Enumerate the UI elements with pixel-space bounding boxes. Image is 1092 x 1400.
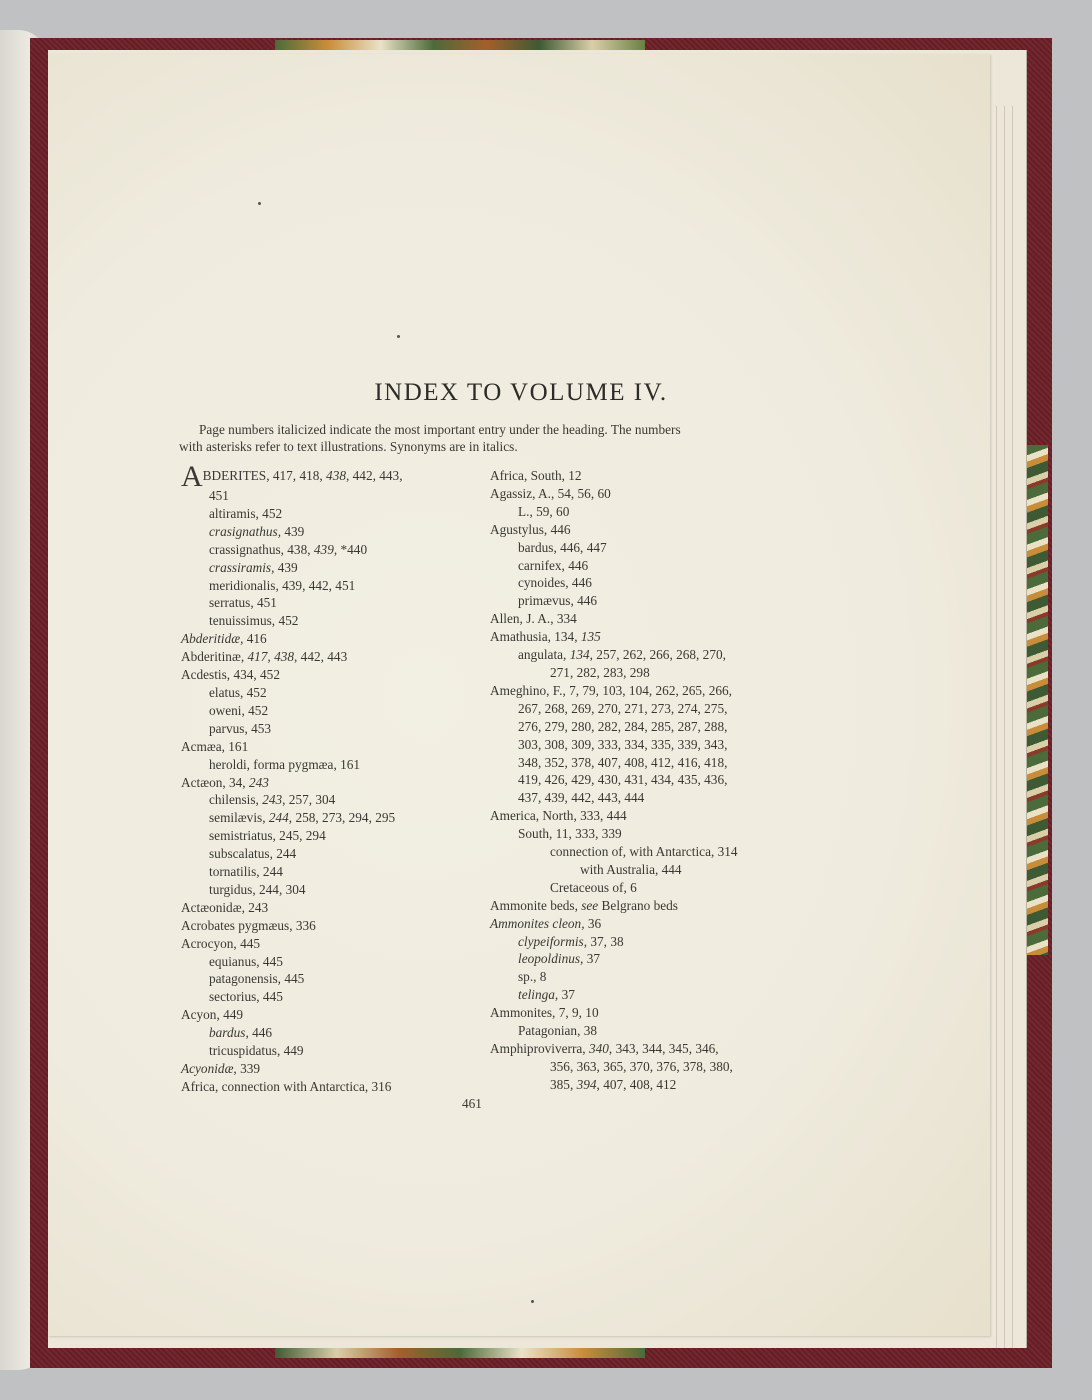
index-entry: [181, 666, 481, 684]
index-entry: [490, 1076, 780, 1094]
entry-text: altiramis, 452: [209, 505, 283, 521]
entry-text: sp., 8: [518, 969, 547, 985]
entry-text: 419, 426, 429, 430, 431, 434, 435, 436,: [518, 772, 728, 788]
entry-text: Acyon, 449: [181, 1007, 244, 1023]
entry-text: meridionalis, 439, 442, 451: [209, 577, 356, 593]
entry-text: parvus, 453: [209, 720, 272, 736]
entry-text: crassiramis,: [209, 559, 275, 575]
index-entry: [181, 1042, 481, 1060]
entry-text-after: , 442, 443: [294, 649, 348, 665]
index-entry: [490, 915, 780, 933]
index-entry: [490, 897, 780, 915]
entry-italic-page: 394: [576, 1076, 597, 1092]
index-column-right: [490, 467, 780, 1094]
entry-text: BDERITES, 417, 418,: [202, 468, 327, 483]
entry-text: South, 11, 333, 339: [518, 826, 622, 842]
index-entry: [490, 574, 780, 592]
page-number: 461: [462, 1096, 482, 1111]
entry-text-after: 37: [583, 951, 600, 967]
entry-text: angulata,: [518, 647, 570, 663]
entry-text-after: , *440: [333, 541, 368, 557]
entry-text: Allen, J. A., 334: [490, 611, 577, 627]
entry-italic-page: 417, 438: [247, 649, 295, 665]
index-entry: [181, 917, 481, 935]
marbled-endpaper-right: [1026, 445, 1048, 955]
entry-text: bardus,: [209, 1025, 249, 1041]
entry-text: Ammonite beds,: [490, 897, 582, 913]
index-intro: [179, 421, 769, 455]
entry-text-after: 416: [243, 631, 267, 647]
index-entry: [490, 1040, 780, 1058]
entry-italic-page: 438: [326, 468, 346, 483]
index-entry: [490, 843, 780, 861]
entry-text-after: 36: [584, 915, 602, 931]
entry-text: subscalatus, 244: [209, 846, 297, 862]
entry-text-after: , 442, 443,: [346, 468, 403, 483]
index-entry: [181, 1024, 481, 1042]
entry-text: Abderitinæ,: [181, 649, 248, 665]
entry-text: clypeiformis,: [518, 933, 588, 949]
entry-text: semilævis,: [209, 810, 269, 826]
index-entry: [181, 738, 481, 756]
entry-text: Actæonidæ, 243: [181, 899, 269, 915]
entry-text: semistriatus, 245, 294: [209, 828, 326, 844]
index-entry: [490, 771, 780, 789]
entry-text: sectorius, 445: [209, 989, 283, 1005]
index-entry: [181, 594, 481, 612]
index-entry: [181, 648, 481, 666]
index-entry: [181, 809, 481, 827]
index-entry: [490, 485, 780, 503]
entry-text: tenuissimus, 452: [209, 613, 299, 629]
index-entry: [181, 720, 481, 738]
index-entry: [181, 684, 481, 702]
entry-text: equianus, 445: [209, 953, 283, 969]
entry-text: leopoldinus,: [518, 951, 584, 967]
index-entry: [181, 827, 481, 845]
entry-italic-page: 135: [580, 629, 601, 645]
index-entry: [181, 1060, 481, 1078]
entry-text: Africa, connection with Antarctica, 316: [181, 1078, 392, 1094]
index-entry: [490, 825, 780, 843]
index-entry: [490, 879, 780, 897]
index-entry: [490, 700, 780, 718]
entry-text: Acdestis, 434, 452: [181, 667, 280, 683]
entry-text-after: , 258, 273, 294, 295: [288, 810, 396, 826]
entry-text: cynoides, 446: [518, 575, 592, 591]
intro-line-1: Page numbers italicized indicate the most important entry under the heading. The numbers: [199, 422, 681, 437]
index-entry: [181, 1006, 481, 1024]
paper-speck: [531, 1300, 534, 1303]
index-entry: [490, 557, 780, 575]
entry-text: with Australia, 444: [580, 861, 682, 877]
marbled-endpaper-top: [275, 40, 645, 50]
index-entry: [490, 682, 780, 700]
entry-text: connection of, with Antarctica, 314: [550, 844, 738, 860]
index-entry: [181, 523, 481, 541]
entry-text: 437, 439, 442, 443, 444: [518, 790, 645, 806]
index-entry: [181, 935, 481, 953]
index-entry: [181, 612, 481, 630]
entry-text: crasignathus,: [209, 523, 282, 539]
entry-text-after: 439: [281, 523, 305, 539]
entry-text: 267, 268, 269, 270, 271, 273, 274, 275,: [518, 700, 728, 716]
entry-text-after: 339: [236, 1061, 261, 1076]
index-entry: [181, 881, 481, 899]
index-entry: [181, 756, 481, 774]
entry-text: 303, 308, 309, 333, 334, 335, 339, 343,: [518, 736, 728, 752]
entry-text: 276, 279, 280, 282, 284, 285, 287, 288,: [518, 718, 728, 734]
entry-italic-page: 340: [588, 1041, 609, 1056]
index-entry: [490, 986, 780, 1004]
index-entry: [181, 460, 481, 493]
entry-text: Patagonian, 38: [518, 1023, 598, 1039]
index-entry: [181, 845, 481, 863]
entry-text: Ammonites, 7, 9, 10: [490, 1005, 599, 1021]
entry-text: 451: [209, 488, 229, 503]
index-entry: [490, 1058, 780, 1076]
page-title: INDEX TO VOLUME IV.: [374, 379, 668, 406]
index-entry: [181, 863, 481, 881]
entry-text: crassignathus, 438,: [209, 541, 314, 557]
drop-cap: A: [181, 460, 203, 493]
index-entry: [490, 861, 780, 879]
entry-text: Acrocyon, 445: [181, 935, 261, 951]
index-entry: [490, 736, 780, 754]
index-entry: [490, 789, 780, 807]
index-entry: [490, 754, 780, 772]
entry-text-after: 446: [248, 1025, 273, 1041]
index-entry: [181, 774, 481, 792]
index-entry: [181, 487, 481, 505]
entry-text-after: , 343, 344, 345, 346,: [608, 1041, 719, 1056]
entry-text: Ammonites cleon,: [490, 915, 585, 931]
index-column-left: [181, 460, 481, 1096]
entry-italic-page: 243: [248, 774, 269, 790]
index-entry: [181, 953, 481, 971]
index-entry: [181, 577, 481, 595]
paper-speck: [397, 335, 400, 338]
index-entry: [490, 664, 780, 682]
entry-text: primævus, 446: [518, 593, 598, 609]
entry-text: America, North, 333, 444: [490, 808, 627, 824]
entry-text: Acrobates pygmæus, 336: [181, 917, 316, 933]
index-entry: [181, 630, 481, 648]
index-entry: [490, 610, 780, 628]
index-entry: [490, 539, 780, 557]
index-entry: [181, 559, 481, 577]
index-entry: [490, 1004, 780, 1022]
entry-text: heroldi, forma pygmæa, 161: [209, 756, 361, 772]
entry-italic-page: 439: [313, 541, 334, 557]
index-entry: [181, 791, 481, 809]
entry-text: 385,: [550, 1076, 577, 1092]
entry-text-after: , 407, 408, 412: [596, 1076, 677, 1092]
entry-text: serratus, 451: [209, 595, 277, 611]
intro-line-2: with asterisks refer to text illustrations. Synonyms are in italics.: [179, 439, 518, 454]
index-entry: [181, 899, 481, 917]
entry-text-after: 37: [558, 987, 575, 1003]
entry-text-after: Belgrano beds: [598, 897, 678, 913]
entry-text: chilensis,: [209, 792, 263, 808]
index-entry: [490, 968, 780, 986]
entry-italic-page: see: [581, 897, 599, 913]
paper-speck: [258, 202, 261, 205]
index-entry: [490, 950, 780, 968]
entry-text: Cretaceous of, 6: [550, 879, 637, 895]
entry-text: Agassiz, A., 54, 56, 60: [490, 485, 611, 501]
index-entry: [490, 592, 780, 610]
index-entry: [490, 467, 780, 485]
index-entry: [490, 807, 780, 825]
entry-text: patagonensis, 445: [209, 971, 305, 987]
entry-text: carnifex, 446: [518, 557, 589, 573]
entry-italic-page: 243: [262, 792, 283, 808]
entry-text: Ameghino, F., 7, 79, 103, 104, 262, 265, 266,: [490, 682, 732, 698]
index-entry: [181, 505, 481, 523]
index-entry: [490, 933, 780, 951]
index-entry: [490, 521, 780, 539]
entry-text: Abderitidæ,: [181, 631, 244, 647]
entry-text: Agustylus, 446: [490, 521, 571, 537]
entry-text: oweni, 452: [209, 702, 269, 718]
index-entry: [490, 503, 780, 521]
entry-text-after: , 257, 262, 266, 268, 270,: [589, 647, 726, 663]
entry-text: 348, 352, 378, 407, 408, 412, 416, 418,: [518, 754, 728, 770]
entry-text: tornatilis, 244: [209, 864, 283, 880]
index-entry: [490, 628, 780, 646]
entry-italic-page: 134: [569, 647, 590, 663]
entry-text-after: 37, 38: [587, 933, 624, 949]
entry-text: 271, 282, 283, 298: [550, 664, 650, 680]
entry-text: telinga,: [518, 987, 559, 1003]
index-entry: [181, 970, 481, 988]
entry-text-after: 439: [274, 559, 298, 575]
entry-text-after: , 257, 304: [282, 792, 336, 808]
entry-italic-page: 244: [268, 810, 289, 826]
entry-text: Africa, South, 12: [490, 468, 582, 483]
entry-text: L., 59, 60: [518, 503, 570, 519]
index-entry: [181, 541, 481, 559]
entry-text: Amphiproviverra,: [490, 1041, 589, 1056]
entry-text: Acyonidæ,: [181, 1061, 237, 1076]
entry-text: turgidus, 244, 304: [209, 881, 306, 897]
entry-text: elatus, 452: [209, 684, 267, 700]
entry-text: Amathusia, 134,: [490, 629, 581, 645]
index-entry: [490, 718, 780, 736]
entry-text: Acmæa, 161: [181, 738, 249, 754]
index-entry: [490, 1022, 780, 1040]
index-entry: [181, 988, 481, 1006]
entry-text: tricuspidatus, 449: [209, 1043, 304, 1059]
entry-text: 356, 363, 365, 370, 376, 378, 380,: [550, 1058, 733, 1074]
index-entry: [181, 702, 481, 720]
entry-text: Actæon, 34,: [181, 774, 249, 790]
index-entry: [181, 1078, 481, 1096]
index-entry: [490, 646, 780, 664]
entry-text: bardus, 446, 447: [518, 539, 607, 555]
